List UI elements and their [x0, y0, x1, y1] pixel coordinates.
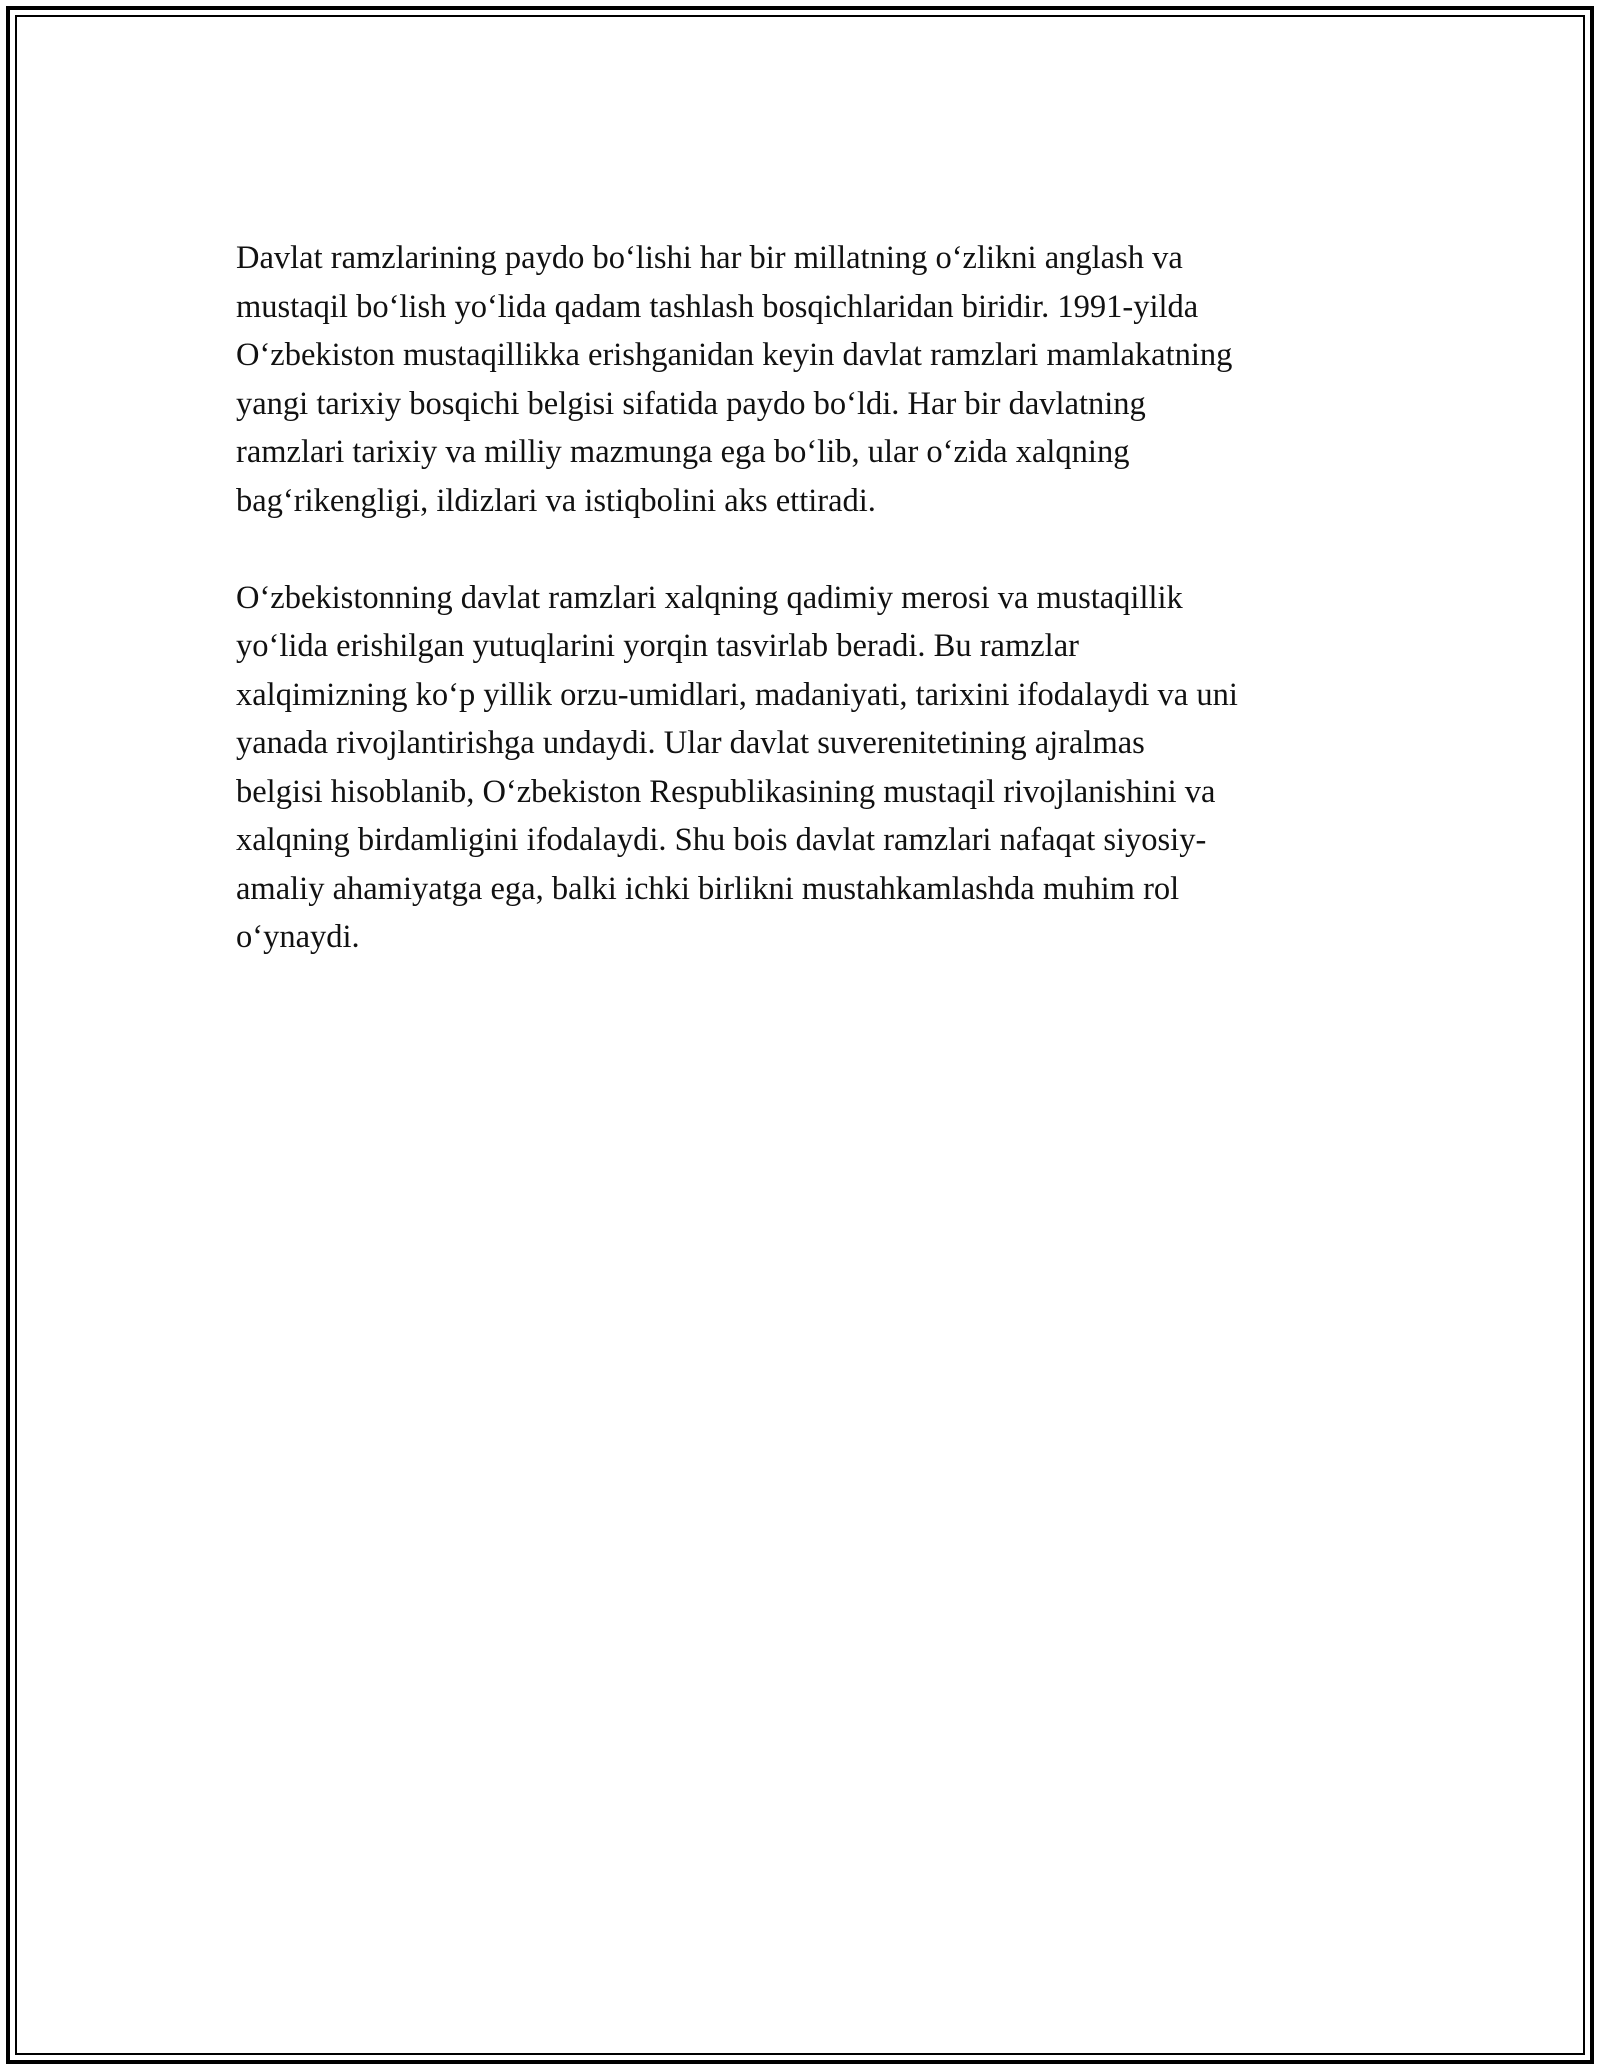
paragraph-1: Davlat ramzlarining paydo boʻlishi har bir millatning oʻzlikni anglash va mustaqil boʻlish yoʻlida qadam tashlash bosqichlaridan biridir. 1991-yilda Oʻzbekiston mustaqillikka erishganidan keyin davlat ramzlari mamlakatning yangi tarixiy bosqichi belgisi sifatida paydo boʻldi. Har bir davlatning ramzlari tarixiy va milliy mazmunga ega boʻlib, ular oʻzida xalqning bagʻrikengligi, ildizlari va istiqbolini aks ettiradi.	[236, 240, 1233, 519]
paragraph-2: Oʻzbekistonning davlat ramzlari xalqning qadimiy merosi va mustaqillik yoʻlida erishilgan yutuqlarini yorqin tasvirlab beradi. Bu ramzlar xalqimizning koʻp yillik orzu-umidlari, madaniyati, tarixini ifodalaydi va uni yanada rivojlantirishga undaydi. Ular davlat suverenitetining ajralmas belgisi hisoblanib, Oʻzbekiston Respublikasining mustaqil rivojlanishini va xalqning birdamligini ifodalaydi. Shu bois davlat ramzlari nafaqat siyosiy- amaliy ahamiyatga ega, balki ichki birlikni mustahkamlashda muhim rol oʻynaydi.	[236, 579, 1238, 955]
document-body	[236, 234, 1376, 962]
